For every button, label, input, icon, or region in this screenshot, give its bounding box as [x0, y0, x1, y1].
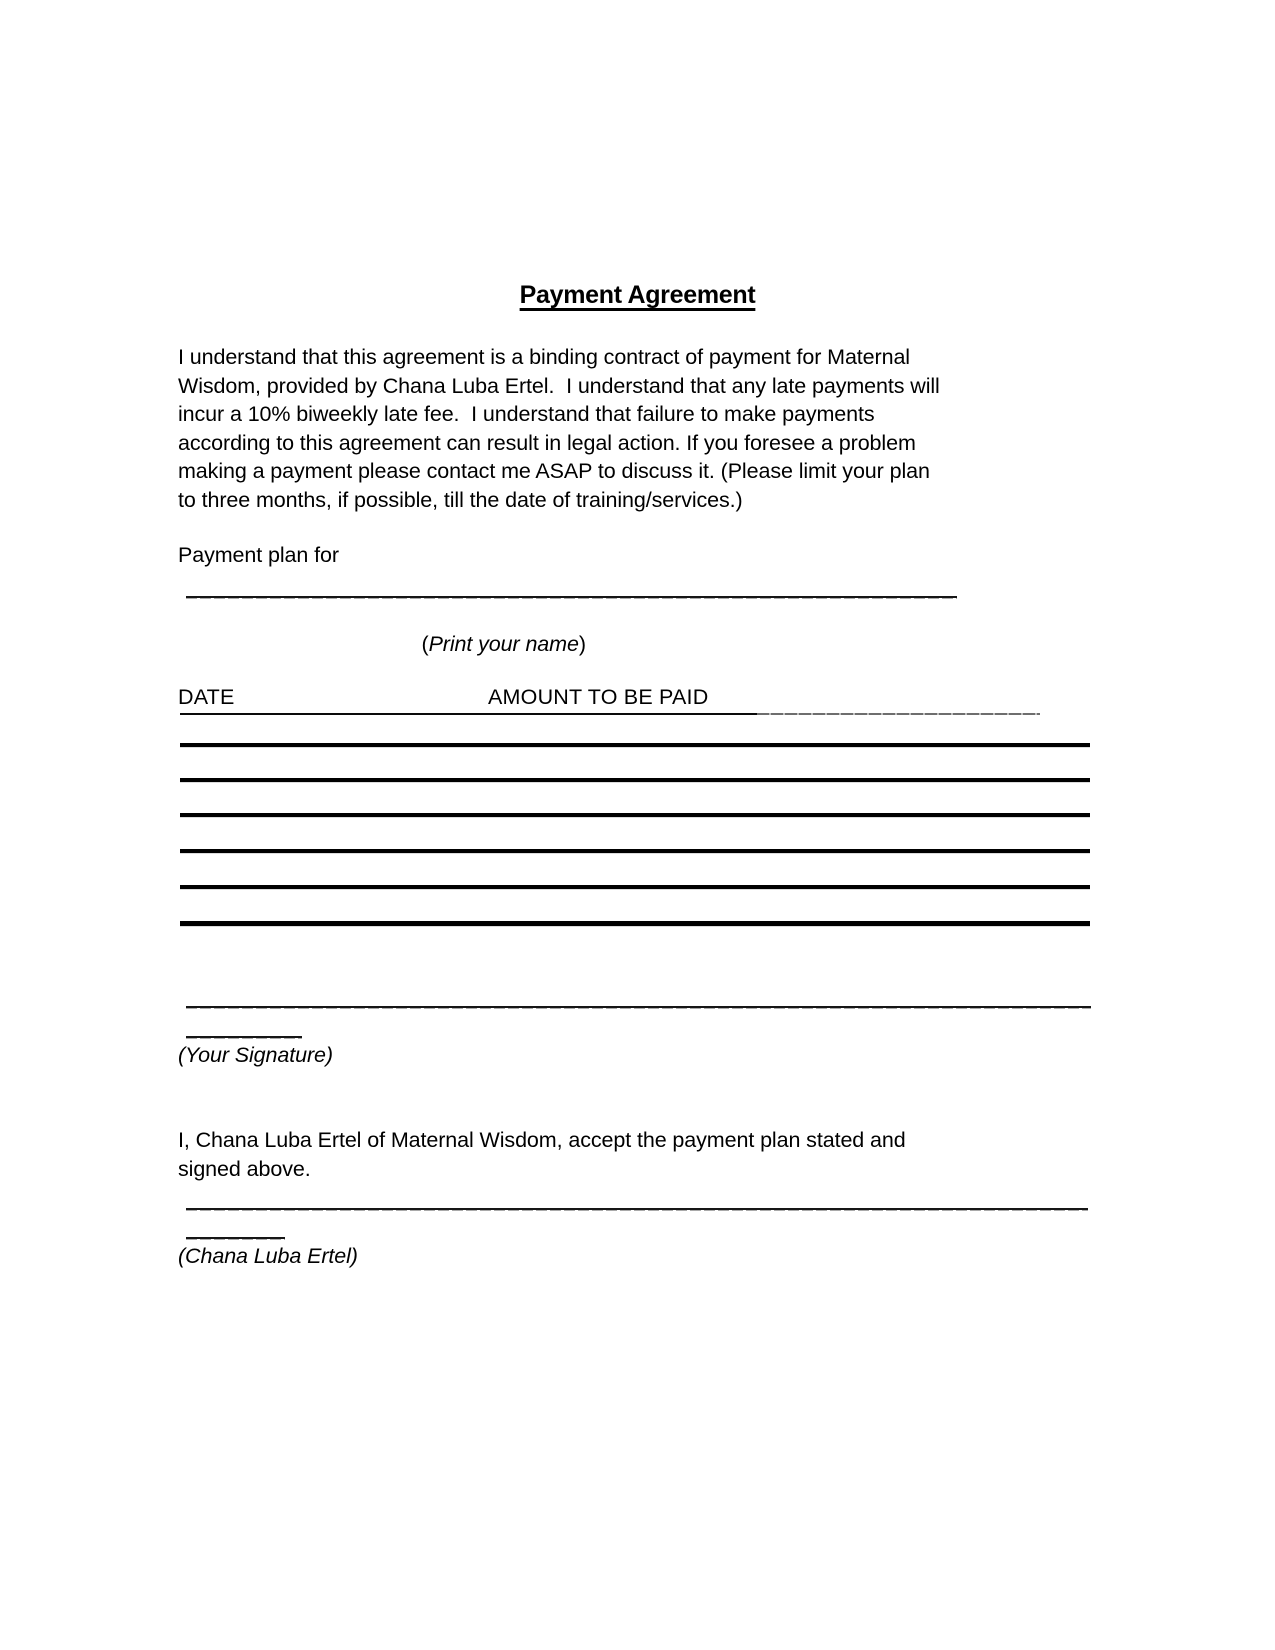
acceptance-line: I, Chana Luba Ertel of Maternal Wisdom, accept the payment plan stated and — [178, 1128, 906, 1152]
table-row-line — [180, 778, 1090, 782]
signer-signature-line-stub — [186, 1036, 302, 1039]
paren-open: ( — [421, 632, 429, 656]
date-column-header: DATE — [178, 685, 235, 709]
intro-line: incur a 10% biweekly late fee. I understand that failure to make payments — [178, 402, 875, 426]
acceptance-line: signed above. — [178, 1156, 311, 1181]
intro-line: I understand that this agreement is a binding contract of payment for Maternal — [178, 345, 910, 369]
table-row-line — [180, 743, 1090, 747]
acceptance-paragraph — [178, 1126, 906, 1183]
table-row-line — [180, 813, 1090, 817]
provider-signature-line — [186, 1208, 1088, 1211]
signer-signature-line — [186, 1006, 1091, 1009]
intro-line: to three months, if possible, till the date of training/services.) — [178, 487, 743, 512]
print-name-fill-line — [186, 596, 957, 599]
provider-signature-line-stub — [186, 1237, 285, 1240]
table-row-line — [180, 885, 1090, 889]
amount-column-header: AMOUNT TO BE PAID — [488, 685, 709, 709]
payment-table-header — [180, 684, 1040, 715]
paren-close: ) — [578, 632, 586, 656]
intro-line: Wisdom, provided by Chana Luba Ertel. I understand that any late payments will — [178, 373, 940, 398]
intro-line: making a payment please contact me ASAP to discuss it. (Please limit your plan — [178, 459, 930, 483]
table-row-line — [180, 921, 1090, 926]
payment-plan-label: Payment plan for — [178, 543, 339, 567]
intro-line: according to this agreement can result in legal action. If you foresee a problem — [178, 430, 916, 455]
provider-name-caption: (Chana Luba Ertel) — [178, 1244, 358, 1268]
table-row-line — [180, 849, 1090, 853]
page-title: Payment Agreement — [519, 281, 756, 309]
print-name-caption — [398, 602, 586, 686]
caption-text: Print your name — [428, 632, 579, 656]
header-underscore-tail — [757, 713, 1040, 715]
intro-paragraph — [178, 343, 940, 514]
your-signature-caption: (Your Signature) — [178, 1043, 333, 1067]
